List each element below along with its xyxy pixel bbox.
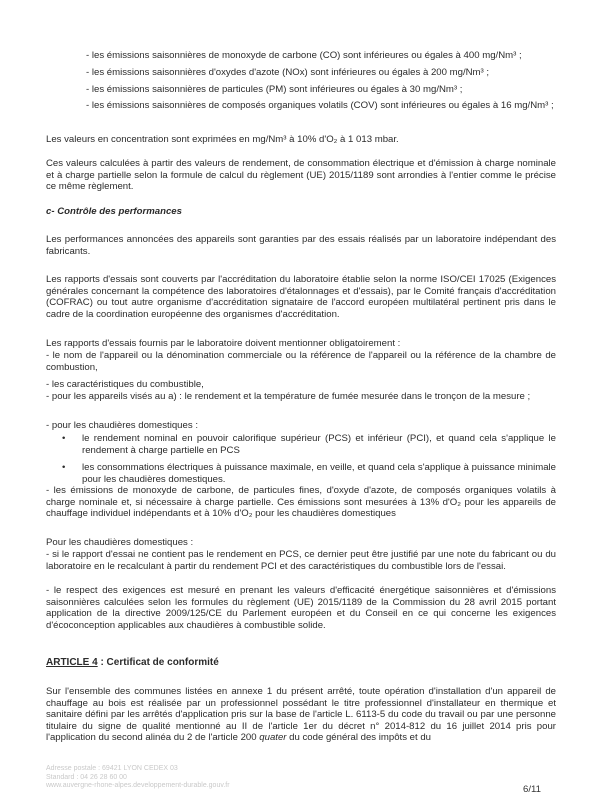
- article-4-body: [46, 686, 556, 744]
- chaudieres-item-exigences: - le respect des exigences est mesuré en prenant les valeurs d'efficacité énergétique saisonnières et d'émissions saisonnières calculées selon les formules du règlement (UE) 2015/1189 de la Commission du 28 avril 2015 portant application de la directive 2009/125/CE du Parlement européen et du Conseil en ce qui concerne les exigences d'écoconception applicables aux chaudières à combustible solide.: [46, 585, 556, 631]
- chaudieres-item-pcs: - si le rapport d'essai ne contient pas le rendement en PCS, ce dernier peut être justifié par une note du fabricant ou du laboratoire en le recalculant à partir du rendement PCI et des caractéristiques du combustible lors de l'essai.: [46, 549, 556, 572]
- calculated-paragraph: Ces valeurs calculées à partir des valeurs de rendement, de consommation électrique et d'émission à charge nominale et à charge partielle selon la formule de calcul du règlement (UE) 2015/1189 sont arrondies à l'entier comme le précise ce même règlement.: [46, 158, 556, 193]
- concentration-paragraph: Les valeurs en concentration sont exprimées en mg/Nm³ à 10% d'O₂ à 1 013 mbar.: [46, 134, 399, 145]
- bullet-marker: •: [62, 433, 66, 444]
- page-number: 6/11: [523, 784, 541, 795]
- footer-postal: Adresse postale : 69421 LYON CEDEX 03: [46, 765, 178, 772]
- bullet-marker: •: [62, 462, 66, 473]
- chaudieres-intro: Pour les chaudières domestiques :: [46, 537, 194, 548]
- footer-standard: Standard : 04 26 28 60 00: [46, 773, 127, 781]
- article-4-body-end: du code général des impôts et du: [286, 732, 432, 744]
- bullet-rendement: le rendement nominal en pouvoir calorifique supérieur (PCS) et inférieur (PCI), et quand cela s'applique le rendement à charge partielle en PCS: [82, 433, 556, 456]
- rapports-list-intro: Les rapports d'essais fournis par le laboratoire doivent mentionner obligatoirement :: [46, 338, 401, 349]
- rapports-item-emissions: - les émissions de monoxyde de carbone, de particules fines, d'oxyde d'azote, de composés organiques volatils à charge nominale et, si nécessaire à charge partielle. Ces émissions sont mesurées à 13% d'O₂ pour les appareils de chauffage individuel indépendants et à 10% d'O₂ pour les chaudières domestiques: [46, 485, 556, 520]
- rapports-item-chaudieres: - pour les chaudières domestiques :: [46, 420, 198, 431]
- rapports-item-combustible: - les caractéristiques du combustible,: [46, 379, 204, 390]
- performances-paragraph: Les performances annoncées des appareils sont garanties par des essais réalisés par un laboratoire indépendant des fabricants.: [46, 234, 556, 257]
- emission-pm: - les émissions saisonnières de particules (PM) sont inférieures ou égales à 30 mg/Nm³ ;: [86, 84, 463, 95]
- emission-cov: - les émissions saisonnières de composés organiques volatils (COV) sont inférieures ou égales à 16 mg/Nm³ ;: [86, 100, 554, 111]
- article-4-quater: quater: [259, 732, 287, 744]
- footer-address: [46, 765, 346, 791]
- article-4-body-text: Sur l'ensemble des communes listées en annexe 1 du présent arrêté, toute opération d'installation d'un appareil de chauffage au bois est réalisée par un professionnel possédant le titre professionnel d'installateur en thermique et sanitaire défini par les arrêtés d'application pris sur la base de l'article L. 6113-5 du code du travail ou par une personne titulaire du signe de qualité mentionné au II de l'article 1er du décret n° 2014-812 du 16 juillet 2014 pris pour l'application du second alinéa du 2 de l'article 200: [46, 686, 556, 744]
- article-4-label: ARTICLE 4: [46, 657, 98, 668]
- article-4-title: : Certificat de conformité: [97, 657, 219, 668]
- footer-website: www.auvergne-rhone-alpes.developpement-durable.gouv.fr: [46, 782, 230, 789]
- section-c-title: c- Contrôle des performances: [46, 206, 182, 217]
- rapports-paragraph: Les rapports d'essais sont couverts par l'accréditation du laboratoire établie selon la norme ISO/CEI 17025 (Exigences générales concernant la compétence des laboratoires d'étalonnages et d'essais), par le Comité français d'accréditation (COFRAC) ou tout autre organisme d'accréditation signataire de l'accord européen multilatéral pertinent pris dans le cadre de la coordination européenne des organismes d'accréditation.: [46, 274, 556, 320]
- emission-co: - les émissions saisonnières de monoxyde de carbone (CO) sont inférieures ou égales à 400 mg/Nm³ ;: [86, 50, 522, 61]
- rapports-item-appareils: - pour les appareils visés au a) : le rendement et la température de fumée mesurée dans le tronçon de la mesure ;: [46, 391, 531, 402]
- bullet-consommations: les consommations électriques à puissance maximale, en veille, et quand cela s'applique à puissance minimale pour les chaudières domestiques.: [82, 462, 556, 485]
- emission-nox: - les émissions saisonnières d'oxydes d'azote (NOx) sont inférieures ou égales à 200 mg/Nm³ ;: [86, 67, 490, 78]
- rapports-item-nom: - le nom de l'appareil ou la dénomination commerciale ou la référence de l'appareil ou la référence de la chambre de combustion,: [46, 350, 556, 373]
- article-4-heading: [46, 657, 219, 669]
